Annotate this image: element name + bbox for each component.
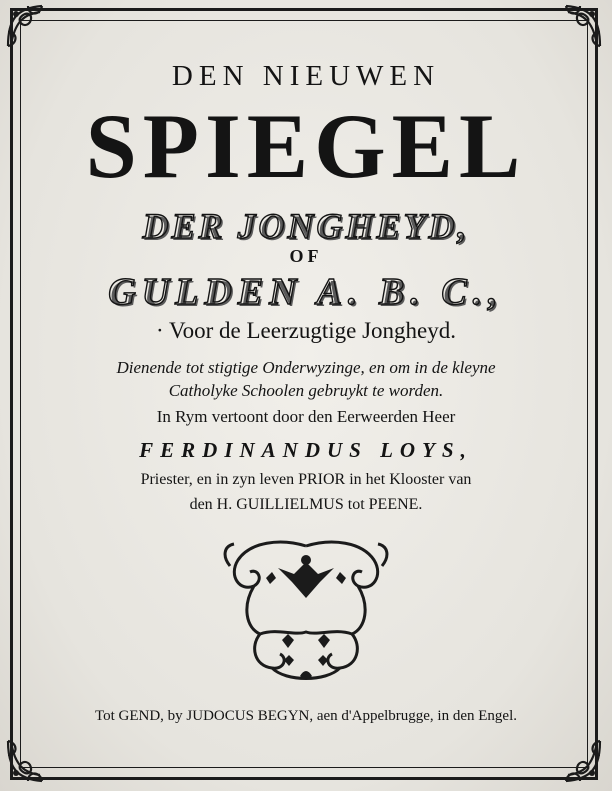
corner-ornament-icon: [2, 0, 54, 52]
author-title-line-2: den H. GUILLIELMUS tot PEENE.: [189, 496, 423, 513]
title-line-gulden-abc: GULDEN A. B. C.,: [108, 271, 504, 313]
author-name: FERDINANDUS LOYS,: [139, 438, 473, 462]
corner-ornament-icon: [2, 735, 54, 787]
corner-ornament-icon: [554, 735, 606, 787]
title-line-den-nieuwen: DEN NIEUWEN: [171, 60, 441, 92]
dove-cartouche-icon: [220, 536, 392, 691]
description-line-1: Dienende tot stigtige Onderwyzinge, en om in de kleyne: [116, 358, 496, 377]
title-line-spiegel: SPIEGEL: [85, 95, 527, 197]
printer-imprint: Tot GEND, by JUDOCUS BEGYN, aen d'Appelbrugge, in den Engel.: [94, 708, 517, 724]
title-line-of: OF: [289, 246, 323, 266]
author-intro-line: In Rym vertoont door den Eerweerden Heer: [156, 407, 456, 426]
description-line-2: Catholyke Schoolen gebruykt te worden.: [168, 381, 444, 400]
title-line-der-jongheyd: DER JONGHEYD,: [142, 206, 470, 246]
subtitle-line: · Voor de Leerzugtige Jongheyd.: [156, 318, 456, 343]
author-title-line-1: Priester, en in zyn leven PRIOR in het Klooster van: [140, 471, 472, 488]
corner-ornament-icon: [554, 0, 606, 52]
